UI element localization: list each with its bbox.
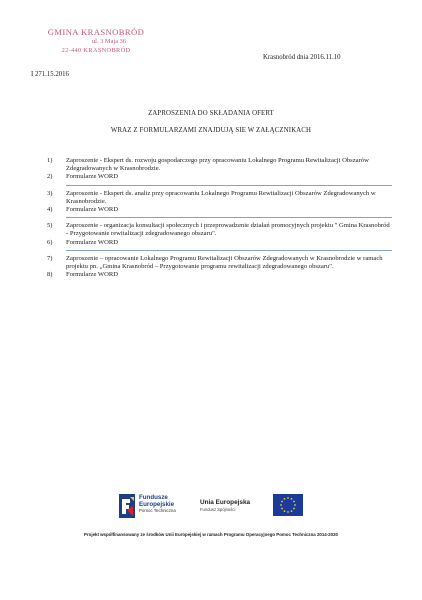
list-item [47, 157, 392, 173]
item-number: 3) [47, 189, 53, 197]
stamp-street: ul. 3 Maja 36 [91, 38, 127, 45]
attachment-group [47, 190, 392, 219]
stamp-postal: 22-440 KRASNOBRÓD [61, 47, 131, 54]
list-item [47, 271, 392, 279]
item-text: Formularze WORD [66, 238, 119, 246]
list-item [47, 222, 392, 238]
item-number: 2) [47, 173, 53, 181]
item-number: 7) [47, 254, 53, 262]
attachment-group [47, 222, 392, 251]
separator-line [66, 217, 392, 218]
item-number: 6) [47, 238, 53, 246]
eu-flag-icon [273, 494, 303, 516]
item-text: Formularze WORD [66, 206, 119, 214]
item-number: 4) [47, 206, 53, 214]
item-number: 1) [47, 157, 53, 164]
list-item [47, 255, 392, 271]
item-text: Zaproszenie - Ekspert ds. rozwoju gospodarczego przy opracowaniu Lokalnego Programu Rewitalizacji Obszarów Zdegradowanych w Krasnobrodzie. [66, 157, 369, 173]
item-number: 8) [47, 271, 53, 279]
separator-line [66, 250, 392, 251]
item-text: Formularze WORD [66, 271, 119, 279]
office-stamp [36, 27, 156, 55]
separator-line [66, 185, 392, 186]
fe-line3: Pomoc Techniczna [139, 508, 176, 513]
place-date: Krasnobród dnia 2016.11.10 [263, 54, 341, 61]
funding-note: Projekt współfinansowany ze środków Unii Europejskiej w ramach Programu Operacyjnego Pomoc Techniczna 2014-2020 [84, 532, 338, 537]
list-item [47, 239, 392, 247]
list-item [47, 206, 392, 214]
list-item [47, 173, 392, 181]
item-text: Formularze WORD [66, 173, 119, 181]
attachment-list [47, 157, 392, 287]
stamp-name: GMINA KRASNOBRÓD [47, 27, 145, 37]
fe-line1: Fundusze [139, 494, 168, 501]
attachment-group [47, 157, 392, 186]
item-text: Zaproszenie - organizacja konsultacji społecznych i przeprowadzenie działań promocyjnych projektu " Gmina Krasnobród - Przygotowanie rewitalizacji zdegradowanego obszaru". [66, 222, 390, 238]
document-title: ZAPROSZENIA DO SKŁADANIA OFERT [148, 110, 274, 117]
item-text: Zaproszenie - Ekspert ds. analiz przy opracowaniu Lokalnego Programu Rewitalizacji Obszarów Zdegradowanych w Krasnobrodzie. [66, 189, 376, 205]
fundusze-europejskie-logo [117, 492, 197, 522]
ue-line1: Unia Europejska [200, 499, 251, 506]
fe-emblem-icon [117, 492, 137, 520]
item-number: 5) [47, 222, 53, 230]
item-text: Zaproszenie – opracowanie Lokalnego Programu Rewitalizacji Obszarów Zdegradowanych w Krasnobrodzie w ramach projektu pn. „Gmina Krasnobród – Przygotowanie programu rewitalizacji zdegradowanego obszaru". [66, 254, 383, 271]
attachment-group [47, 255, 392, 284]
unia-europejska-logo [200, 493, 310, 521]
document-subtitle: WRAZ Z FORMULARZAMI ZNAJDUJĄ SIE W ZAŁĄCZNIKACH [110, 127, 312, 134]
list-item [47, 190, 392, 206]
reference-number: I 271.15.2016 [31, 71, 69, 78]
fe-line2: Europejskie [139, 501, 175, 508]
ue-line2: Fundusz Spójności [200, 507, 236, 512]
